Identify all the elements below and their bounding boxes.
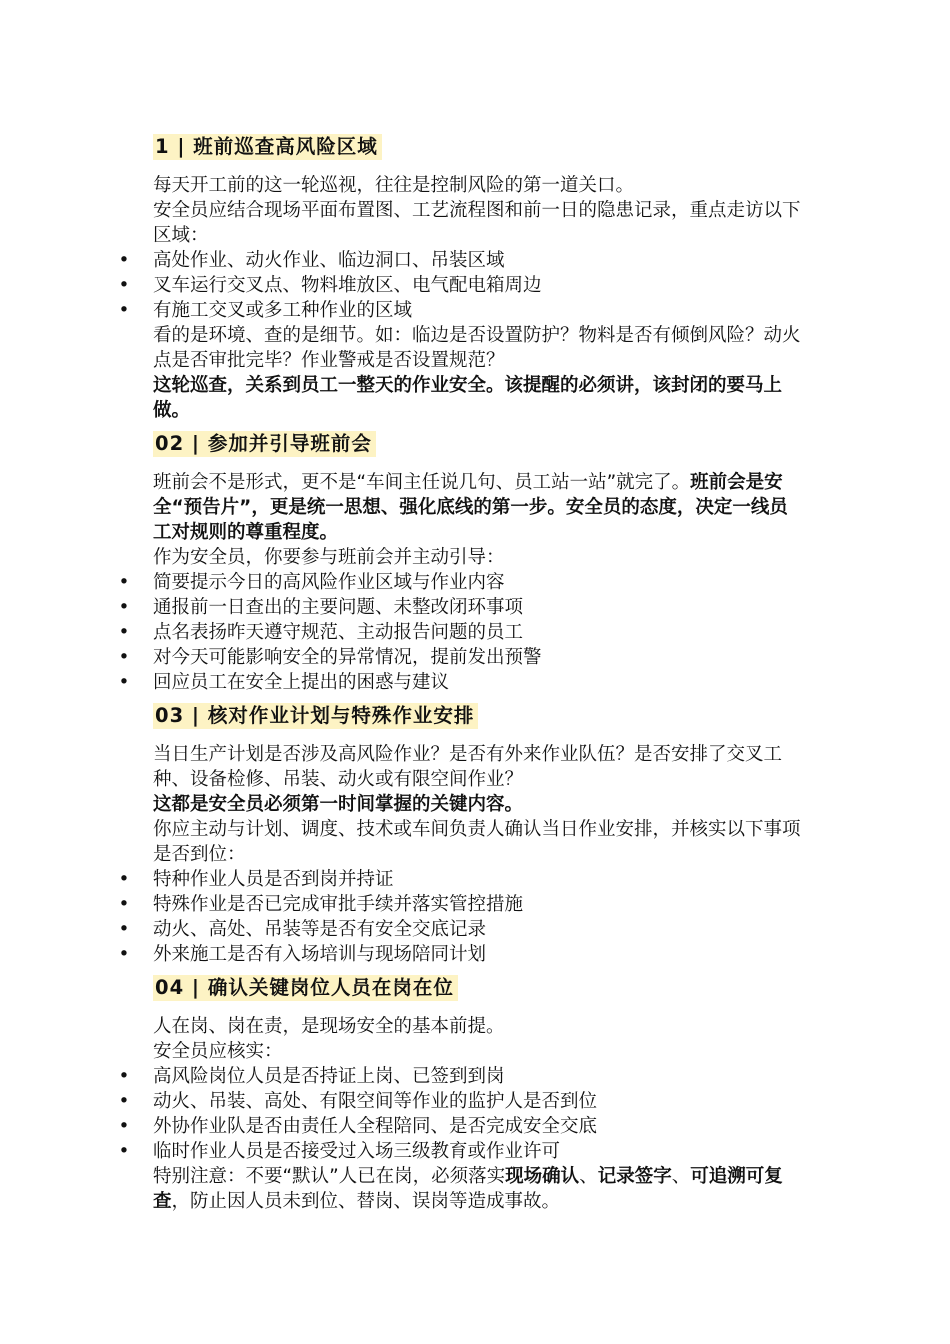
list-item <box>118 942 805 967</box>
bullet-icon: • <box>118 1116 130 1137</box>
bullet-icon: • <box>118 672 130 693</box>
bold-text: 班前会是安全“预告片”，更是统一思想、强化底线的第一步。安全员的态度，决定一线员工对规则的尊重程度。 <box>153 472 788 543</box>
list-item <box>118 1114 805 1139</box>
bullet-list <box>118 1064 805 1164</box>
bullet-icon: • <box>118 1091 130 1112</box>
section-1 <box>118 134 805 423</box>
bullet-icon: • <box>118 894 130 915</box>
list-item <box>118 670 805 695</box>
section-heading: 03 | 核对作业计划与特殊作业安排 <box>153 703 478 729</box>
bullet-list <box>118 867 805 967</box>
bullet-icon: • <box>118 572 130 593</box>
paragraph: 你应主动与计划、调度、技术或车间负责人确认当日作业安排，并核实以下事项是否到位： <box>153 819 801 865</box>
list-item-text: 回应员工在安全上提出的困惑与建议 <box>153 672 450 693</box>
list-item-text: 动火、高处、吊装等是否有安全交底记录 <box>153 919 487 940</box>
list-item <box>118 273 805 298</box>
bullet-icon: • <box>118 622 130 643</box>
bold-text: 这轮巡查，关系到员工一整天的作业安全。该提醒的必须讲，该封闭的要马上做。 <box>153 375 783 421</box>
bullet-icon: • <box>118 1066 130 1087</box>
list-item <box>118 1089 805 1114</box>
plain-text: 、 <box>579 1166 598 1187</box>
list-item-text: 临时作业人员是否接受过入场三级教育或作业许可 <box>153 1141 561 1162</box>
bullet-list <box>118 570 805 695</box>
list-item-text: 特殊作业是否已完成审批手续并落实管控措施 <box>153 894 524 915</box>
list-item-text: 叉车运行交叉点、物料堆放区、电气配电箱周边 <box>153 275 542 296</box>
paragraph: 安全员应结合现场平面布置图、工艺流程图和前一日的隐患记录，重点走访以下区域： <box>153 200 801 246</box>
section-2 <box>118 431 805 695</box>
bullet-icon: • <box>118 869 130 890</box>
list-item <box>118 248 805 273</box>
bullet-icon: • <box>118 944 130 965</box>
paragraph: 安全员应核实： <box>153 1041 283 1062</box>
plain-text: 、 <box>671 1166 691 1187</box>
list-item <box>118 620 805 645</box>
list-item-text: 点名表扬昨天遵守规范、主动报告问题的员工 <box>153 622 524 643</box>
bullet-icon: • <box>118 300 130 321</box>
section-heading: 1 | 班前巡查高风险区域 <box>153 134 382 160</box>
paragraph: 作为安全员，你要参与班前会并主动引导： <box>153 547 505 568</box>
section-4 <box>118 975 805 1214</box>
paragraph: 当日生产计划是否涉及高风险作业？是否有外来作业队伍？是否安排了交叉工种、设备检修、吊装、动火或有限空间作业？ <box>153 744 783 790</box>
list-item <box>118 917 805 942</box>
bold-text: 记录签字 <box>597 1166 672 1187</box>
list-item <box>118 298 805 323</box>
list-item <box>118 1064 805 1089</box>
list-item-text: 外来施工是否有入场培训与现场陪同计划 <box>153 944 487 965</box>
section-3 <box>118 703 805 967</box>
list-item-text: 动火、吊装、高处、有限空间等作业的监护人是否到位 <box>153 1091 598 1112</box>
section-heading: 02 | 参加并引导班前会 <box>153 431 376 457</box>
paragraph: 看的是环境、查的是细节。如：临边是否设置防护？物料是否有倾倒风险？动火点是否审批完毕？作业警戒是否设置规范？ <box>153 325 801 371</box>
bold-text: 现场确认 <box>505 1166 580 1187</box>
note-paragraph <box>153 1164 805 1214</box>
paragraph-bold <box>153 792 805 817</box>
bold-text: 可追溯可复查 <box>153 1166 783 1212</box>
document-body <box>118 134 805 1214</box>
list-item <box>118 892 805 917</box>
list-item <box>118 1139 805 1164</box>
bold-text: 这都是安全员必须第一时间掌握的关键内容。 <box>153 794 524 815</box>
plain-text: ，防止因人员未到位、替岗、误岗等造成事故。 <box>171 1191 561 1212</box>
bullet-icon: • <box>118 597 130 618</box>
paragraph <box>153 470 805 545</box>
bullet-icon: • <box>118 275 130 296</box>
list-item <box>118 867 805 892</box>
list-item <box>118 570 805 595</box>
bullet-icon: • <box>118 1141 130 1162</box>
list-item-text: 高风险岗位人员是否持证上岗、已签到到岗 <box>153 1066 505 1087</box>
bullet-icon: • <box>118 250 130 271</box>
list-item <box>118 645 805 670</box>
paragraph-bold <box>153 373 805 423</box>
section-heading: 04 | 确认关键岗位人员在岗在位 <box>153 975 458 1001</box>
list-item-text: 外协作业队是否由责任人全程陪同、是否完成安全交底 <box>153 1116 598 1137</box>
list-item <box>118 595 805 620</box>
list-item-text: 对今天可能影响安全的异常情况，提前发出预警 <box>153 647 542 668</box>
paragraph: 每天开工前的这一轮巡视，往往是控制风险的第一道关口。 <box>153 175 635 196</box>
paragraph: 人在岗、岗在责，是现场安全的基本前提。 <box>153 1016 505 1037</box>
plain-text: 特别注意：不要“默认”人已在岗，必须落实 <box>153 1166 506 1187</box>
list-item-text: 有施工交叉或多工种作业的区域 <box>153 300 413 321</box>
list-item-text: 简要提示今日的高风险作业区域与作业内容 <box>153 572 505 593</box>
list-item-text: 高处作业、动火作业、临边洞口、吊装区域 <box>153 250 505 271</box>
list-item-text: 通报前一日查出的主要问题、未整改闭环事项 <box>153 597 524 618</box>
bullet-icon: • <box>118 919 130 940</box>
bullet-list <box>118 248 805 323</box>
bullet-icon: • <box>118 647 130 668</box>
plain-text: 班前会不是形式，更不是“车间主任说几句、员工站一站”就完了。 <box>153 472 691 493</box>
list-item-text: 特种作业人员是否到岗并持证 <box>153 869 394 890</box>
